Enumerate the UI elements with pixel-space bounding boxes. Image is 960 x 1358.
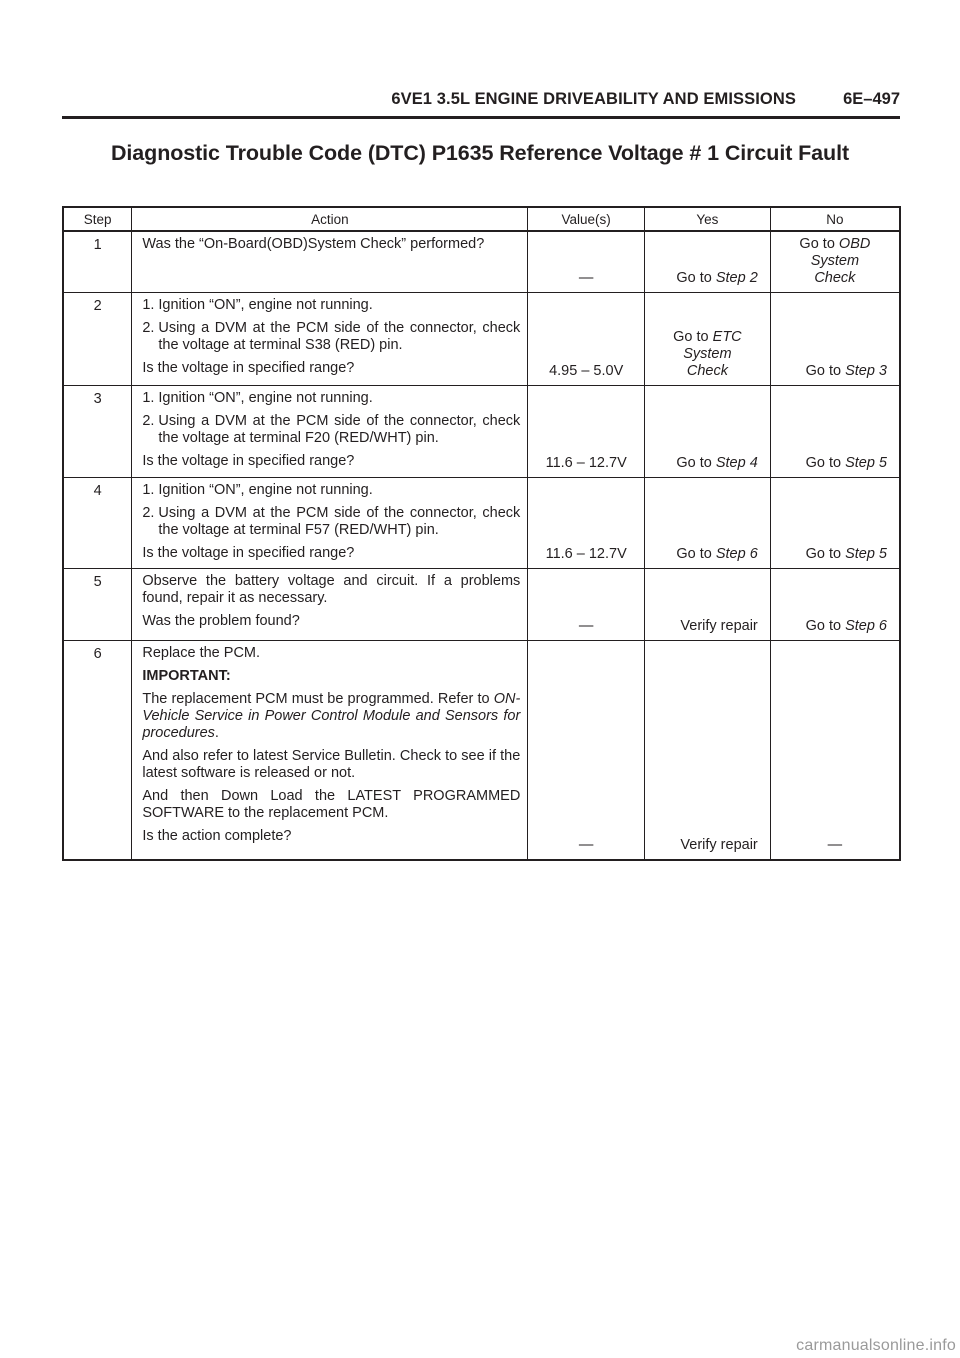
step-number: 4 xyxy=(63,478,132,569)
action-item: 2. Using a DVM at the PCM side of the connector, check the voltage at terminal F57 (RED/WHT) pin. xyxy=(142,505,521,538)
value-cell: — xyxy=(528,641,645,860)
header-yes: Yes xyxy=(645,207,771,231)
table-row xyxy=(63,231,900,293)
action-question: Was the “On-Board(OBD)System Check” performed? xyxy=(142,236,485,252)
header-no: No xyxy=(770,207,900,231)
value-cell: — xyxy=(528,231,645,293)
action-paragraph: And then Down Load the LATEST PROGRAMMED SOFTWARE to the replacement PCM. xyxy=(142,788,521,821)
action-paragraph: The replacement PCM must be programmed. Refer to ON-Vehicle Service in Power Control Module and Sensors for procedures. xyxy=(142,691,521,741)
action-cell xyxy=(132,478,528,569)
no-prefix: Go to xyxy=(805,546,846,562)
no-cell xyxy=(770,478,900,569)
yes-step-ref: Step 4 xyxy=(715,455,758,471)
no-step-ref: Step 5 xyxy=(845,546,887,562)
yes-ref-line1: ETC xyxy=(712,329,742,345)
value-cell: — xyxy=(528,569,645,641)
table-row xyxy=(63,641,900,860)
no-cell xyxy=(770,569,900,641)
no-step-ref: Step 5 xyxy=(845,455,887,471)
page-number: 6E–497 xyxy=(843,90,900,108)
no-step-ref: Step 6 xyxy=(845,618,887,634)
yes-cell: Verify repair xyxy=(645,569,771,641)
action-question: Is the action complete? xyxy=(142,828,292,844)
yes-step-ref: Step 2 xyxy=(715,270,758,286)
yes-ref-line2: System xyxy=(683,346,732,362)
yes-ref-line3: Check xyxy=(686,363,728,379)
yes-cell xyxy=(645,478,771,569)
no-prefix: Go to xyxy=(805,618,846,634)
value-cell: 11.6 – 12.7V xyxy=(528,386,645,478)
yes-prefix: Go to xyxy=(673,329,713,345)
action-question: Is the voltage in specified range? xyxy=(142,360,355,376)
no-cell xyxy=(770,386,900,478)
action-cell xyxy=(132,231,528,293)
action-item: 1. Ignition “ON”, engine not running. xyxy=(142,482,373,498)
action-cell xyxy=(132,293,528,386)
header-action: Action xyxy=(132,207,528,231)
no-cell xyxy=(770,293,900,386)
no-ref-line3: Check xyxy=(814,270,856,286)
yes-prefix: Go to xyxy=(676,546,716,562)
action-item: 1. Ignition “ON”, engine not running. xyxy=(142,390,373,406)
table-row xyxy=(63,386,900,478)
yes-prefix: Go to xyxy=(676,270,716,286)
diagnostic-table xyxy=(62,206,901,861)
action-question: Is the voltage in specified range? xyxy=(142,453,355,469)
action-item: 1. Ignition “ON”, engine not running. xyxy=(142,297,373,313)
no-cell xyxy=(770,231,900,293)
action-question: Was the problem found? xyxy=(142,613,300,629)
table-row xyxy=(63,478,900,569)
reference-link-text: ON-Vehicle Service in Power Control Module and Sensors for procedures xyxy=(142,691,521,741)
step-number: 1 xyxy=(63,231,132,293)
watermark: carmanualsonline.info xyxy=(796,1337,956,1354)
yes-cell: Verify repair xyxy=(645,641,771,860)
header-values: Value(s) xyxy=(528,207,645,231)
action-item: 2. Using a DVM at the PCM side of the connector, check the voltage at terminal S38 (RED) pin. xyxy=(142,320,521,353)
action-cell xyxy=(132,641,528,860)
no-step-ref: Step 3 xyxy=(845,363,887,379)
yes-prefix: Go to xyxy=(676,455,716,471)
step-number: 5 xyxy=(63,569,132,641)
step-number: 2 xyxy=(63,293,132,386)
no-prefix: Go to xyxy=(799,236,839,252)
section-title: 6VE1 3.5L ENGINE DRIVEABILITY AND EMISSIONS xyxy=(391,90,796,108)
no-cell: — xyxy=(770,641,900,860)
page-title: Diagnostic Trouble Code (DTC) P1635 Reference Voltage # 1 Circuit Fault xyxy=(111,141,849,165)
action-paragraph: And also refer to latest Service Bulletin. Check to see if the latest software is released or not. xyxy=(142,748,521,781)
yes-step-ref: Step 6 xyxy=(715,546,758,562)
no-ref-line2: System xyxy=(810,253,860,269)
yes-cell xyxy=(645,293,771,386)
important-label: IMPORTANT: xyxy=(142,668,231,684)
step-number: 6 xyxy=(63,641,132,860)
yes-cell xyxy=(645,231,771,293)
step-number: 3 xyxy=(63,386,132,478)
action-question: Is the voltage in specified range? xyxy=(142,545,355,561)
action-item: 2. Using a DVM at the PCM side of the connector, check the voltage at terminal F20 (RED/WHT) pin. xyxy=(142,413,521,446)
no-prefix: Go to xyxy=(805,363,846,379)
no-prefix: Go to xyxy=(805,455,846,471)
no-ref-line1: OBD xyxy=(838,236,871,252)
table-header-row xyxy=(63,207,900,231)
action-paragraph: Replace the PCM. xyxy=(142,645,261,661)
header-step: Step xyxy=(63,207,132,231)
table-row xyxy=(63,569,900,641)
yes-cell xyxy=(645,386,771,478)
action-cell xyxy=(132,569,528,641)
action-paragraph: Observe the battery voltage and circuit. If a problems found, repair it as necessary. xyxy=(142,573,521,606)
table-row xyxy=(63,293,900,386)
value-cell: 4.95 – 5.0V xyxy=(528,293,645,386)
running-header xyxy=(62,86,900,119)
action-cell xyxy=(132,386,528,478)
value-cell: 11.6 – 12.7V xyxy=(528,478,645,569)
